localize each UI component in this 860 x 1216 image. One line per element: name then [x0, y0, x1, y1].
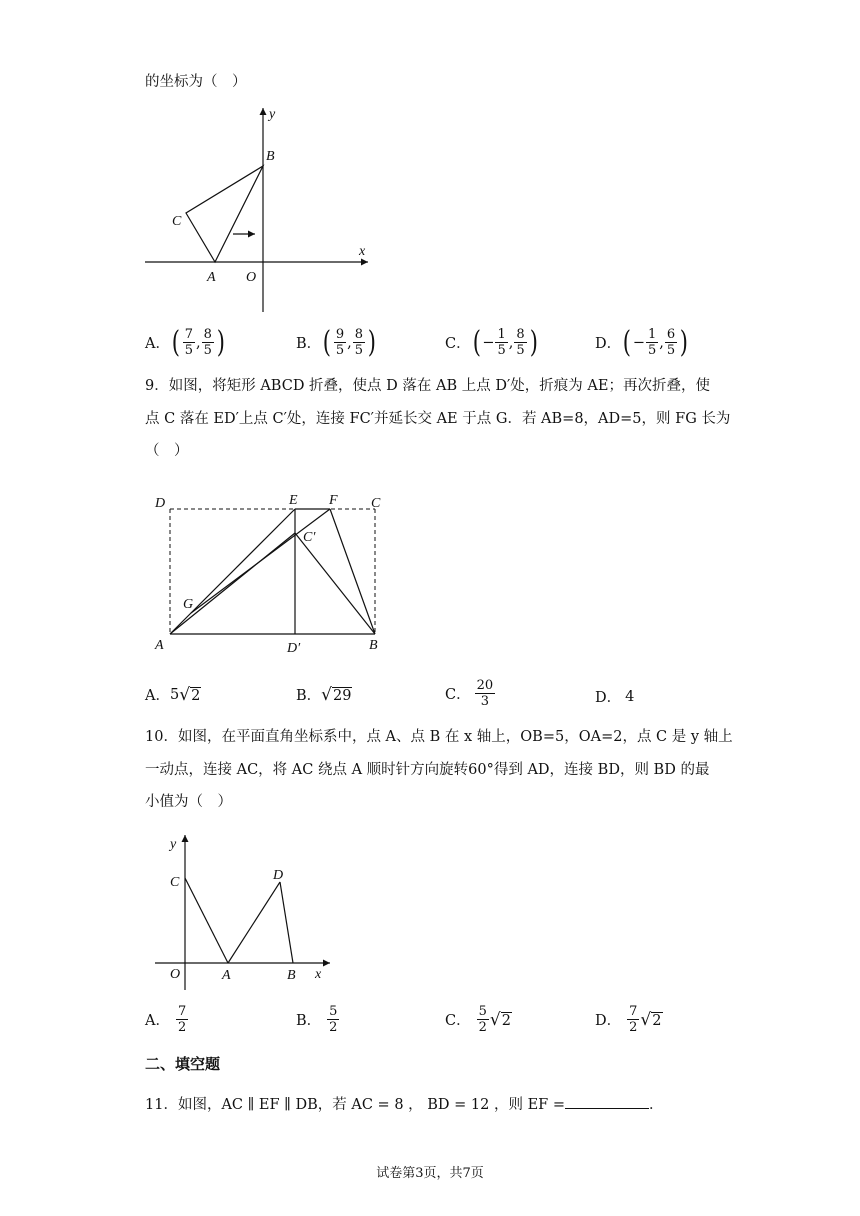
- q8-triangle: [186, 166, 263, 262]
- q8-option-b[interactable]: B． ( $\frac{9}{5}$ , $\frac{8}{5}$ ): [296, 324, 377, 360]
- q10-option-b[interactable]: B． $\frac{5}{2}$: [296, 1004, 338, 1035]
- q9-label-C-prime: C′: [303, 530, 316, 545]
- q10-option-a[interactable]: A． $\frac{7}{2}$: [145, 1004, 187, 1035]
- q10-label-x: x: [315, 967, 322, 982]
- q10-label-O: O: [170, 967, 181, 982]
- q8-figure: [140, 100, 380, 320]
- q9-label-D: D: [155, 496, 166, 511]
- q8-label-B: B: [266, 149, 275, 164]
- q9-option-a[interactable]: A． 5 √ 2: [145, 684, 201, 705]
- q10-stem-line1: 10．如图，在平面直角坐标系中，点 A、点 B 在 x 轴上，OB=5，OA=2，点 C 是 y 轴上: [145, 729, 733, 745]
- q8-label-y: y: [269, 107, 276, 122]
- q10-stem-line3: 小值为（ ）: [145, 794, 232, 810]
- q9-C2B: [295, 533, 375, 634]
- q10-label-A: A: [222, 968, 231, 983]
- q8-stem-tail: 的坐标为（ ）: [145, 74, 247, 90]
- q10-label-B: B: [287, 968, 296, 983]
- q10-stem-line2: 一动点，连接 AC，将 AC 绕点 A 顺时针方向旋转60°得到 AD，连接 BD，则 BD 的最: [145, 762, 710, 778]
- q10-AD: [228, 882, 280, 963]
- q8-label-C: C: [172, 214, 182, 229]
- page-footer: 试卷第3页，共7页: [376, 1166, 484, 1181]
- q10-label-D: D: [273, 868, 284, 883]
- q10-figure: [150, 830, 340, 990]
- q9-label-A: A: [155, 638, 164, 653]
- q11-answer-blank[interactable]: [565, 1094, 649, 1109]
- q10-label-C: C: [170, 875, 180, 890]
- q8-label-A: A: [207, 270, 216, 285]
- q8-label-O: O: [246, 270, 257, 285]
- q10-label-y: y: [170, 837, 177, 852]
- q8-label-x: x: [359, 244, 366, 259]
- q9-figure: [145, 485, 400, 660]
- q9-label-D-prime: D′: [287, 641, 301, 656]
- q8-option-a[interactable]: A． ( $\frac{7}{5}$ , $\frac{8}{5}$ ): [145, 324, 225, 360]
- q8-option-d[interactable]: D． ( − $\frac{1}{5}$ , $\frac{6}{5}$ ): [595, 324, 689, 360]
- q9-option-d[interactable]: D． 4: [595, 688, 635, 706]
- q9-label-G: G: [183, 597, 194, 612]
- q9-label-C: C: [371, 496, 381, 511]
- q9-label-B: B: [369, 638, 378, 653]
- q10-DB: [280, 882, 293, 963]
- q10-AC: [185, 878, 228, 963]
- q8-option-c[interactable]: C． ( − $\frac{1}{5}$ , $\frac{8}{5}$ ): [445, 324, 538, 360]
- q9-FB: [330, 509, 375, 634]
- q9-stem-line3: （ ）: [145, 443, 189, 459]
- q9-option-b[interactable]: B． √ 29: [296, 684, 352, 705]
- section-heading-fill-in: 二、填空题: [145, 1055, 221, 1073]
- q10-option-d[interactable]: D． $\frac{7}{2}$ √ 2: [595, 1004, 662, 1035]
- q9-AC2: [170, 533, 295, 634]
- q9-AE: [170, 509, 295, 634]
- q9-option-c[interactable]: C． $\frac{20}{3}$: [445, 678, 494, 709]
- q9-stem-line2: 点 C 落在 ED′上点 C′处，连接 FC′并延长交 AE 于点 G．若 AB=8，AD=5，则 FG 长为: [145, 411, 731, 427]
- q9-stem-line1: 9．如图，将矩形 ABCD 折叠，使点 D 落在 AB 上点 D′处，折痕为 AE；再次折叠，使: [145, 378, 710, 394]
- q10-option-c[interactable]: C． $\frac{5}{2}$ √ 2: [445, 1004, 511, 1035]
- q9-label-E: E: [289, 493, 298, 508]
- q11-stem: 11．如图，AC ∥ EF ∥ DB，若 AC = 8 ， BD = 12 ，则 EF = ．: [145, 1094, 663, 1115]
- q9-label-F: F: [329, 493, 338, 508]
